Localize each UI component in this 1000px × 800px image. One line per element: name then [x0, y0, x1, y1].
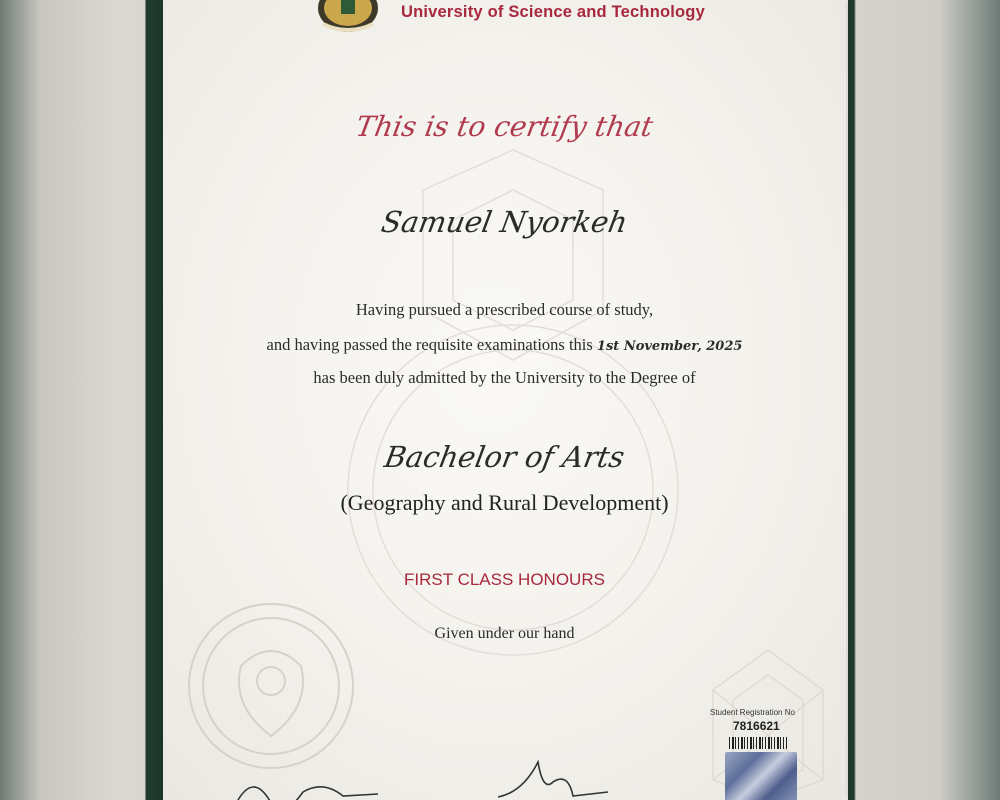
- degree-program: (Geography and Rural Development): [340, 490, 669, 515]
- background-right: [848, 0, 1000, 800]
- signature-right: [493, 752, 613, 800]
- exam-statement: [163, 335, 846, 355]
- degree-title: Bachelor of Arts: [381, 440, 628, 474]
- admission-statement: has been duly admitted by the University to the Degree of: [313, 368, 696, 387]
- university-name: University of Science and Technology: [401, 3, 705, 21]
- course-statement: Having pursued a prescribed course of study,: [355, 300, 654, 319]
- registration-barcode: [729, 737, 787, 749]
- honours-class: FIRST CLASS HONOURS: [404, 570, 605, 589]
- given-under-hand: Given under our hand: [434, 625, 575, 642]
- award-date: 1st November, 2025: [596, 339, 743, 354]
- signature-left: [233, 770, 383, 800]
- certify-heading: This is to certify that: [353, 110, 656, 143]
- registration-label: Student Registration No: [710, 708, 795, 717]
- embossed-seal: [181, 596, 361, 776]
- certificate-paper: [163, 0, 846, 800]
- registration-number: 7816621: [733, 719, 780, 733]
- university-crest-icon: [315, 0, 381, 34]
- recipient-name: Samuel Nyorkeh: [378, 205, 631, 239]
- security-hologram: [725, 752, 797, 800]
- exam-statement-text: and having passed the requisite examinations this: [266, 335, 597, 354]
